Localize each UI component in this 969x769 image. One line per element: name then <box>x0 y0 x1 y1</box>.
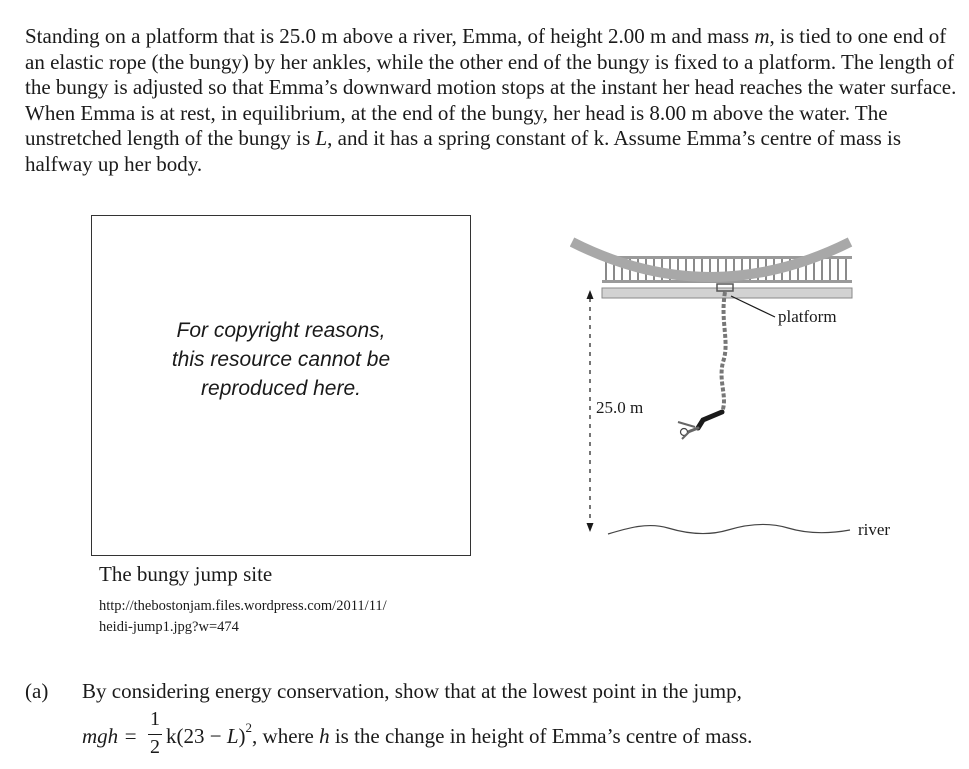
height-dimension-arrow <box>587 290 594 532</box>
intro-length-symbol: L <box>315 126 328 151</box>
question-a-text: By considering energy conservation, show that at the lowest point in the jump, <box>82 679 742 703</box>
image-source <box>99 596 387 638</box>
equation-rhs <box>166 720 753 749</box>
river-label: river <box>858 520 891 539</box>
equation-exponent: 2 <box>245 720 253 735</box>
equation-tail-1: , where <box>252 724 320 748</box>
copyright-line-3: reproduced here. <box>201 377 361 400</box>
question-a-label: (a) <box>25 679 49 703</box>
platform-leader-line <box>731 296 775 317</box>
equation-rhs-start: k(23 − <box>166 724 227 748</box>
source-line-2: heidi-jump1.jpg?w=474 <box>99 619 239 635</box>
intro-text-1: Standing on a platform that is 25.0 m above a river, Emma, of height 2.00 m and mass <box>25 24 755 48</box>
equation-height-symbol: h <box>319 724 330 748</box>
bungy-rope <box>722 292 726 412</box>
fraction-denominator: 2 <box>150 736 160 758</box>
equation-length-symbol: L <box>226 724 239 748</box>
fraction-numerator: 1 <box>150 708 160 730</box>
fraction-bar <box>148 734 162 735</box>
river-surface <box>608 524 850 534</box>
jumper-figure <box>678 412 722 439</box>
platform-label: platform <box>778 307 837 326</box>
copyright-line-2: this resource cannot be <box>171 348 391 371</box>
figure-caption: The bungy jump site <box>99 562 273 586</box>
copyright-placeholder-box <box>91 215 471 556</box>
intro-text-2: , is tied to one end of an elastic rope (the bungy) by her ankles, while the other end of the bungy is fixed to a platform. The length of the bungy is adjusted so that Emma’s downward motion stops at the instant her head reaches the water surface. When Emma is at rest, in equilibrium, at the end of the bungy, her head is 8.00 m above the water. The unstretched length of the bungy is <box>25 24 957 151</box>
source-line-1: http://thebostonjam.files.wordpress.com/2011/11/ <box>99 598 387 614</box>
equation-rhs-close: ) <box>238 724 246 748</box>
equation-lhs <box>82 724 138 749</box>
intro-paragraph <box>25 24 960 178</box>
height-label: 25.0 m <box>596 398 644 417</box>
equation-lhs-text: mgh = <box>82 724 138 748</box>
equation-tail-2: is the change in height of Emma’s centre of mass. <box>329 724 753 748</box>
copyright-notice <box>92 316 470 403</box>
bungy-diagram <box>570 222 900 552</box>
copyright-line-1: For copyright reasons, <box>176 319 386 342</box>
intro-text-3: , and it has a spring constant of k. Assume Emma’s centre of mass is halfway up her body. <box>25 126 902 176</box>
platform-deck <box>602 288 852 298</box>
intro-mass-symbol: m <box>754 24 770 48</box>
